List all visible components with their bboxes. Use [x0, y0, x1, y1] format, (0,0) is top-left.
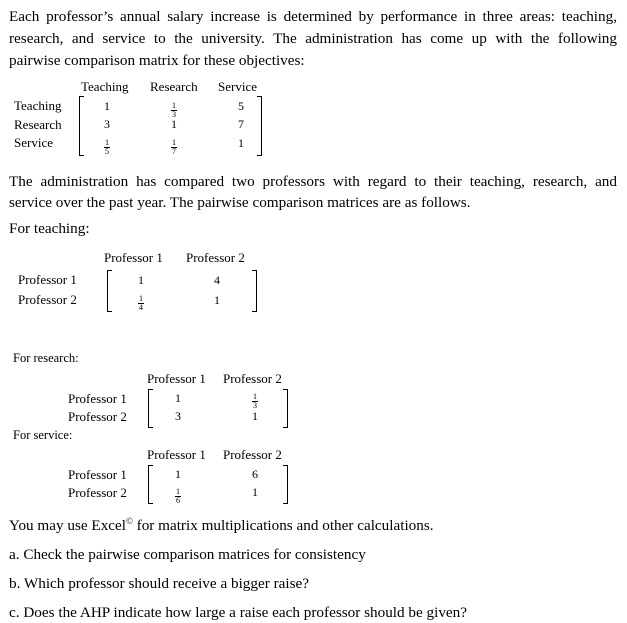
service-label: For service: — [13, 428, 73, 442]
matrix-cell: 4 — [214, 273, 220, 287]
intro-line-1: Each professor’s annual salary increase is determined by performance in three areas: teaching, — [9, 8, 617, 25]
row-label-research: Research — [14, 117, 62, 132]
column-header-professor-2: Professor 2 — [186, 250, 245, 265]
comparison-paragraph — [9, 171, 617, 213]
right-bracket — [257, 96, 262, 156]
matrix-cell: 1 — [171, 117, 177, 131]
row-label-professor-2: Professor 2 — [68, 409, 127, 424]
matrix-cell: 6 — [252, 467, 258, 481]
left-bracket — [148, 389, 153, 428]
row-label-professor-1: Professor 1 — [18, 272, 77, 287]
column-header-teaching: Teaching — [81, 79, 129, 94]
matrix-cell: 1 — [252, 485, 258, 499]
left-bracket — [148, 465, 153, 504]
matrix-cell: 3 — [104, 117, 110, 131]
para2-line-2: service over the past year. The pairwise comparison matrices are as follows. — [9, 194, 471, 211]
column-header-professor-1: Professor 1 — [104, 250, 163, 265]
matrix-cell: 1 — [104, 99, 110, 113]
matrix-cell-fraction: $\frac{1}{4}$ — [139, 294, 143, 312]
research-label: For research: — [13, 351, 79, 365]
matrix-cell-fraction: $\frac{1}{5}$ — [105, 138, 109, 156]
matrix-cell: 1 — [214, 293, 220, 307]
matrix-cell-fraction: $\frac{1}{6}$ — [176, 487, 180, 505]
question-b: b. Which professor should receive a bigger raise? — [9, 575, 309, 592]
matrix-cell: 1 — [138, 273, 144, 287]
teaching-label: For teaching: — [9, 220, 90, 237]
question-c: c. Does the AHP indicate how large a raise each professor should be given? — [9, 604, 468, 621]
matrix-cell: 1 — [238, 136, 244, 150]
row-label-professor-1: Professor 1 — [68, 467, 127, 482]
left-bracket — [107, 270, 112, 312]
column-header-service: Service — [218, 79, 257, 94]
row-label-service: Service — [14, 135, 53, 150]
copyright-mark: © — [126, 516, 133, 526]
right-bracket — [252, 270, 257, 312]
row-label-professor-1: Professor 1 — [68, 391, 127, 406]
matrix-cell-fraction: $\frac{1}{3}$ — [253, 392, 257, 410]
matrix-cell: 1 — [252, 409, 258, 423]
excel-note: You may use Excel© for matrix multiplications and other calculations. — [9, 516, 434, 535]
column-header-professor-2: Professor 2 — [223, 447, 282, 462]
intro-line-3: pairwise comparison matrix for these objectives: — [9, 52, 305, 69]
right-bracket — [283, 465, 288, 504]
question-a: a. Check the pairwise comparison matrices for consistency — [9, 546, 366, 563]
column-header-professor-1: Professor 1 — [147, 371, 206, 386]
matrix-cell: 7 — [238, 117, 244, 131]
column-header-professor-2: Professor 2 — [223, 371, 282, 386]
left-bracket — [79, 96, 84, 156]
row-label-professor-2: Professor 2 — [18, 292, 77, 307]
matrix-cell: 5 — [238, 99, 244, 113]
right-bracket — [283, 389, 288, 428]
intro-line-2: research, and service to the university. The administration has come up with the following — [9, 30, 617, 47]
intro-paragraph — [9, 6, 617, 72]
matrix-cell-fraction: $\frac{1}{7}$ — [172, 138, 176, 156]
column-header-professor-1: Professor 1 — [147, 447, 206, 462]
para2-line-1: The administration has compared two professors with regard to their teaching, research, and — [9, 173, 617, 190]
matrix-cell: 1 — [175, 467, 181, 481]
row-label-teaching: Teaching — [14, 98, 62, 113]
row-label-professor-2: Professor 2 — [68, 485, 127, 500]
matrix-cell-fraction: $\frac{1}{3}$ — [172, 101, 176, 119]
column-header-research: Research — [150, 79, 198, 94]
matrix-cell: 1 — [175, 391, 181, 405]
matrix-cell: 3 — [175, 409, 181, 423]
